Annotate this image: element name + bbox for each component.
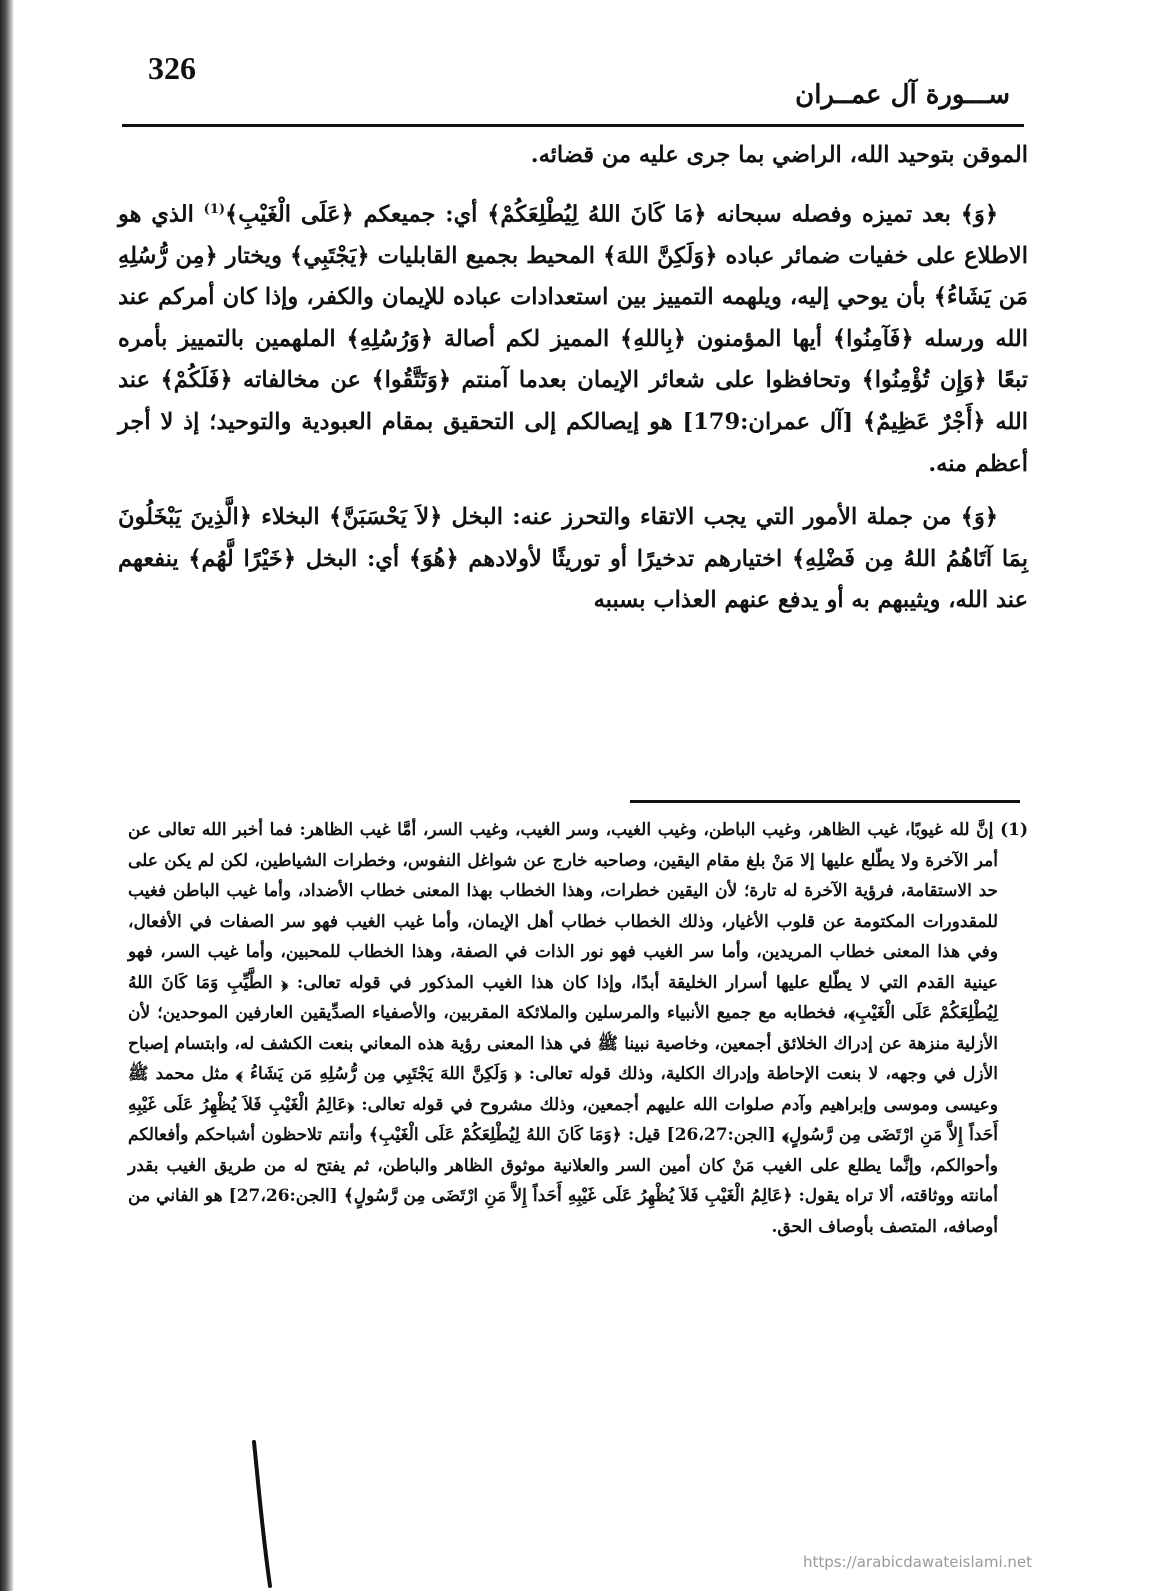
page-number: 326 [148, 50, 196, 86]
watermark-url: https://arabicdawateislami.net [802, 1553, 1032, 1571]
footnote-text: (1) إنَّ لله غيوبًا، غيب الظاهر، وغيب الباطن، وغيب الغيب، وسر الغيب، وغيب السر، أمَّا غيب الظاهر: فما أخبر الله تعالى عن أمر الآخرة ولا يطّلع عليها إلا مَنْ بلغ مقام اليقين، وصاحبه خارج عن شواغل النفوس، وخطرات الشياطين، لكن لم يكن على حد الاستقامة، فرؤية الآخرة له تارة؛ لأن اليقين خطرات، وهذا الخطاب بهذا المعنى خطاب الأضداد، وأما غيب الباطن فغيب للمقدورات المكتومة عن قلوب الأغيار، وذلك الخطاب خطاب أهل الإيمان، وأما غيب الغيب فهو سر الصفات في الأفعال، وفي هذا المعنى خطاب المريدين، وأما سر الغيب فهو نور الذات في الصفة، وهذا الخطاب للمحبين، وأما غيب السر، فهو عينية القدم التي لا يطّلع عليها أسرار الخليقة أبدًا، وإذا كان هذا الغيب المذكور في قوله تعالى: ﴿ الطَّيِّبِ وَمَا كَانَ اللهُ لِيُطْلِعَكُمْ عَلَى الْغَيْبِ﴾، فخطابه مع جميع الأنبياء والمرسلين والملائكة المقربين، والأصفياء الصدِّيقين العارفين الموحدين؛ لأن الأزلية منزهة عن إدراك الخلائق أجمعين، وخاصية نبينا ﷺ في هذا المعنى رؤية هذه المعاني بنعت الكشف له، وابتسام إصباح الأزل في وجهه، لا بنعت الإحاطة وإدراك الكلية، وذلك قوله تعالى: ﴿ وَلَكِنَّ اللهَ يَجْتَبِي مِن رُّسُلِهِ مَن يَشَاءُ ﴾ مثل محمد ﷺ وعيسى وموسى وإبراهيم وآدم صلوات الله عليهم أجمعين، وذلك مشروح في قوله تعالى: ﴿عَالِمُ الْغَيْبِ فَلاَ يُظْهِرُ عَلَى غَيْبِهِ أَحَداً إِلاَّ مَنِ ارْتَضَى مِن رَّسُولٍ﴾ [الجن:26،27] قيل: ﴿وَمَا كَانَ اللهُ لِيُطْلِعَكُمْ عَلَى الْغَيْبِ﴾ وأنتم تلاحظون أشباحكم وأفعالكم وأحوالكم، وإنَّما يطلع على الغيب مَنْ كان أمين السر والعلانية موثوق الظاهر والباطن، ثم يفتح له من طريق الغيب بقدر أمانته ووثاقته، ألا تراه يقول: ﴿عَالِمُ الْغَيْبِ فَلاَ يُظْهِرُ عَلَى غَيْبِهِ أَحَداً إِلاَّ مَنِ ارْتَضَى مِن رَّسُولٍ﴾ [الجن:27،26] هو الفاني من أوصافه، المتصف بأوصاف الحق. [128, 820, 1028, 1237]
paragraph-3: ﴿وَ﴾ من جملة الأمور التي يجب الاتقاء والتحرز عنه: البخل ﴿لاَ يَحْسَبَنَّ﴾ البخلاء ﴿الَّذِينَ يَبْخَلُونَ بِمَا آتَاهُمُ اللهُ مِن فَضْلِهِ﴾ اختيارهم تدخيرًا أو توريثًا لأولادهم ﴿هُوَ﴾ أي: البخل ﴿خَيْرًا لَّهُم﴾ ينفعهم عند الله، ويثيبهم به أو يدفع عنهم العذاب بسببه [118, 504, 1028, 614]
paragraph-2-part-b: الذي هو الاطلاع على خفيات ضمائر عباده ﴿وَلَكِنَّ اللهَ﴾ المحيط بجميع القابليات ﴿يَجْتَبِي﴾ ويختار ﴿مِن رُّسُلِهِ مَن يَشَاءُ﴾ بأن يوحي إليه، ويلهمه التمييز بين استعدادات عباده للإيمان والكفر، وإذا كان أمركم عند الله ورسله ﴿فَآمِنُوا﴾ أيها المؤمنون ﴿بِاللهِ﴾ المميز لكم أصالة ﴿وَرُسُلِهِ﴾ الملهمين بالتمييز بأمره تبعًا ﴿وَإِن تُؤْمِنُوا﴾ وتحافظوا على شعائر الإيمان بعدما آمنتم ﴿وَتَتَّقُوا﴾ عن مخالفاته ﴿فَلَكُمْ﴾ عند الله ﴿أَجْرٌ عَظِيمٌ﴾ [آل عمران:179] هو إيصالكم إلى التحقيق بمقام العبودية والتوحيد؛ إذ لا أجر أعظم منه. [118, 201, 1028, 477]
paragraph-2-part-a: ﴿وَ﴾ بعد تميزه وفصله سبحانه ﴿مَا كَانَ اللهُ لِيُطْلِعَكُمْ﴾ أي: جميعكم ﴿عَلَى الْغَيْبِ﴾ [225, 201, 998, 228]
header-rule [122, 124, 1024, 127]
paragraph-1: الموقن بتوحيد الله، الراضي بما جرى عليه من قضائه. [530, 142, 1028, 168]
pen-mark [248, 1440, 288, 1590]
footnote-separator [630, 800, 1020, 803]
scan-edge-shadow [0, 0, 14, 1591]
surah-title: ســـورة آل عمــران [795, 80, 1010, 110]
footnote [128, 815, 1028, 1242]
main-text [118, 135, 1028, 622]
footnote-ref[interactable]: (1) [203, 201, 226, 217]
paragraph-2 [118, 189, 1028, 486]
